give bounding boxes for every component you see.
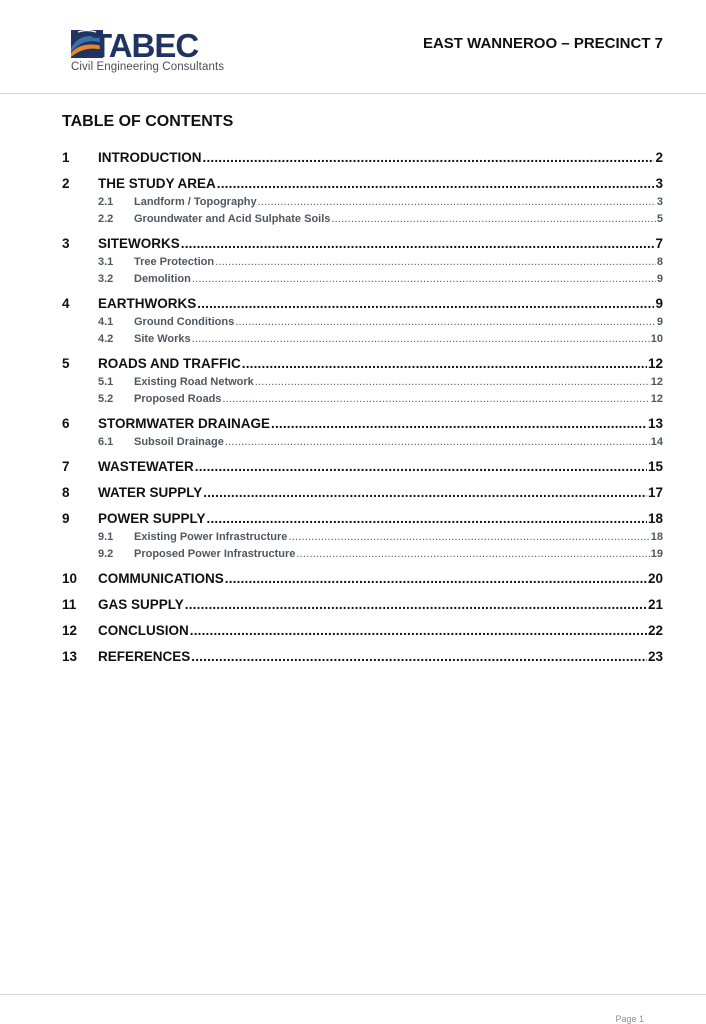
toc-dot-leader	[190, 621, 647, 641]
toc-dot-leader	[203, 148, 655, 168]
toc-dot-leader	[271, 414, 647, 434]
table-of-contents	[62, 148, 663, 667]
toc-section-entry[interactable]	[62, 595, 663, 615]
toc-entry-number: 9	[62, 511, 70, 526]
toc-dot-leader	[255, 374, 650, 391]
toc-dot-leader	[191, 647, 647, 667]
toc-entry-page: 9	[655, 296, 663, 311]
toc-dot-leader	[225, 434, 650, 451]
toc-section-entry[interactable]	[62, 647, 663, 667]
toc-entry-title: Tree Protection	[134, 256, 215, 268]
toc-entry-title: POWER SUPPLY	[98, 511, 206, 526]
toc-entry-page: 12	[650, 393, 663, 405]
toc-entry-page: 23	[647, 649, 663, 664]
toc-subsection-entry[interactable]	[62, 254, 663, 271]
toc-entry-page: 9	[656, 316, 663, 328]
toc-dot-leader	[222, 391, 649, 408]
toc-entry-title: Groundwater and Acid Sulphate Soils	[134, 213, 331, 225]
tabec-logo-mark	[70, 26, 246, 60]
svg-text:TABEC: TABEC	[92, 27, 199, 60]
toc-dot-leader	[215, 254, 656, 271]
toc-entry-number: 1	[62, 150, 70, 165]
toc-entry-title: Ground Conditions	[134, 316, 235, 328]
footer-divider	[0, 994, 706, 995]
toc-entry-title: WASTEWATER	[98, 459, 194, 474]
toc-dot-leader	[235, 314, 656, 331]
toc-dot-leader	[203, 483, 647, 503]
toc-entry-title: STORMWATER DRAINAGE	[98, 416, 270, 431]
toc-entry-number: 7	[62, 459, 70, 474]
toc-entry-number: 2.2	[98, 213, 114, 225]
toc-dot-leader	[195, 457, 647, 477]
toc-dot-leader	[258, 194, 656, 211]
toc-entry-number: 3	[62, 236, 70, 251]
toc-entry-page: 8	[656, 256, 663, 268]
toc-section-entry[interactable]	[62, 354, 663, 374]
toc-subsection-entry[interactable]	[62, 546, 663, 563]
toc-entry-title: Landform / Topography	[134, 196, 257, 208]
toc-subsection-entry[interactable]	[62, 194, 663, 211]
toc-subsection-entry[interactable]	[62, 331, 663, 348]
toc-subsection-entry[interactable]	[62, 271, 663, 288]
toc-entry-title: Existing Road Network	[134, 376, 254, 388]
toc-entry-page: 19	[650, 548, 663, 560]
toc-entry-page: 17	[647, 485, 663, 500]
toc-entry-number: 3.2	[98, 273, 114, 285]
project-title: EAST WANNEROO – PRECINCT 7	[422, 35, 663, 52]
toc-entry-number: 13	[62, 649, 78, 664]
page-number: Page 1	[615, 1014, 644, 1024]
toc-section-entry[interactable]	[62, 621, 663, 641]
toc-entry-number: 12	[62, 623, 78, 638]
toc-heading: TABLE OF CONTENTS	[62, 113, 234, 130]
toc-section-entry[interactable]	[62, 509, 663, 529]
toc-section-entry[interactable]	[62, 414, 663, 434]
toc-dot-leader	[225, 569, 647, 589]
company-logo	[70, 26, 246, 78]
toc-entry-number: 9.1	[98, 531, 114, 543]
toc-section-entry[interactable]	[62, 569, 663, 589]
toc-entry-page: 2	[655, 150, 663, 165]
toc-entry-page: 21	[647, 597, 663, 612]
logo-subtitle: Civil Engineering Consultants	[71, 61, 225, 73]
toc-entry-page: 12	[647, 356, 663, 371]
toc-entry-number: 10	[62, 571, 78, 586]
toc-entry-number: 8	[62, 485, 70, 500]
toc-entry-title: Existing Power Infrastructure	[134, 531, 288, 543]
toc-entry-page: 7	[655, 236, 663, 251]
toc-entry-number: 2	[62, 176, 70, 191]
toc-entry-title: Subsoil Drainage	[134, 436, 224, 448]
toc-entry-number: 5.1	[98, 376, 114, 388]
toc-entry-page: 20	[647, 571, 663, 586]
toc-entry-page: 3	[655, 176, 663, 191]
toc-entry-page: 18	[647, 511, 663, 526]
toc-subsection-entry[interactable]	[62, 211, 663, 228]
toc-entry-number: 5.2	[98, 393, 114, 405]
toc-dot-leader	[217, 174, 655, 194]
toc-entry-number: 9.2	[98, 548, 114, 560]
toc-entry-number: 11	[62, 597, 77, 612]
toc-entry-page: 14	[650, 436, 663, 448]
toc-section-entry[interactable]	[62, 234, 663, 254]
toc-entry-title: REFERENCES	[98, 649, 191, 664]
toc-dot-leader	[242, 354, 647, 374]
toc-dot-leader	[288, 529, 649, 546]
toc-entry-title: ROADS AND TRAFFIC	[98, 356, 241, 371]
toc-subsection-entry[interactable]	[62, 374, 663, 391]
toc-entry-page: 22	[647, 623, 663, 638]
toc-entry-title: Proposed Power Infrastructure	[134, 548, 296, 560]
toc-entry-title: EARTHWORKS	[98, 296, 197, 311]
toc-entry-number: 2.1	[98, 196, 114, 208]
toc-subsection-entry[interactable]	[62, 391, 663, 408]
toc-entry-page: 3	[656, 196, 663, 208]
page-header	[0, 0, 706, 94]
toc-dot-leader	[181, 234, 655, 254]
toc-dot-leader	[207, 509, 647, 529]
toc-entry-number: 3.1	[98, 256, 114, 268]
toc-entry-page: 10	[650, 333, 663, 345]
toc-section-entry[interactable]	[62, 174, 663, 194]
toc-entry-page: 12	[650, 376, 663, 388]
toc-section-entry[interactable]	[62, 148, 663, 168]
toc-entry-title: Site Works	[134, 333, 191, 345]
toc-entry-number: 4.1	[98, 316, 114, 328]
toc-entry-page: 15	[647, 459, 663, 474]
toc-entry-title: Demolition	[134, 273, 191, 285]
toc-section-entry[interactable]	[62, 457, 663, 477]
toc-entry-title: THE STUDY AREA	[98, 176, 216, 191]
toc-entry-title: Proposed Roads	[134, 393, 222, 405]
toc-dot-leader	[197, 294, 654, 314]
toc-entry-number: 6	[62, 416, 70, 431]
toc-entry-number: 4.2	[98, 333, 114, 345]
toc-entry-title: INTRODUCTION	[98, 150, 202, 165]
toc-entry-title: WATER SUPPLY	[98, 485, 203, 500]
toc-dot-leader	[192, 271, 656, 288]
toc-section-entry[interactable]	[62, 294, 663, 314]
toc-entry-page: 9	[656, 273, 663, 285]
toc-entry-number: 6.1	[98, 436, 114, 448]
toc-entry-number: 4	[62, 296, 70, 311]
toc-section-entry[interactable]	[62, 483, 663, 503]
toc-entry-title: GAS SUPPLY	[98, 597, 184, 612]
toc-dot-leader	[331, 211, 655, 228]
toc-subsection-entry[interactable]	[62, 314, 663, 331]
toc-entry-number: 5	[62, 356, 70, 371]
toc-subsection-entry[interactable]	[62, 434, 663, 451]
toc-entry-page: 5	[656, 213, 663, 225]
toc-dot-leader	[185, 595, 647, 615]
toc-subsection-entry[interactable]	[62, 529, 663, 546]
toc-entry-title: SITEWORKS	[98, 236, 180, 251]
toc-dot-leader	[296, 546, 649, 563]
toc-entry-title: CONCLUSION	[98, 623, 189, 638]
toc-entry-page: 18	[650, 531, 663, 543]
toc-entry-title: COMMUNICATIONS	[98, 571, 224, 586]
toc-entry-page: 13	[647, 416, 663, 431]
toc-dot-leader	[192, 331, 650, 348]
